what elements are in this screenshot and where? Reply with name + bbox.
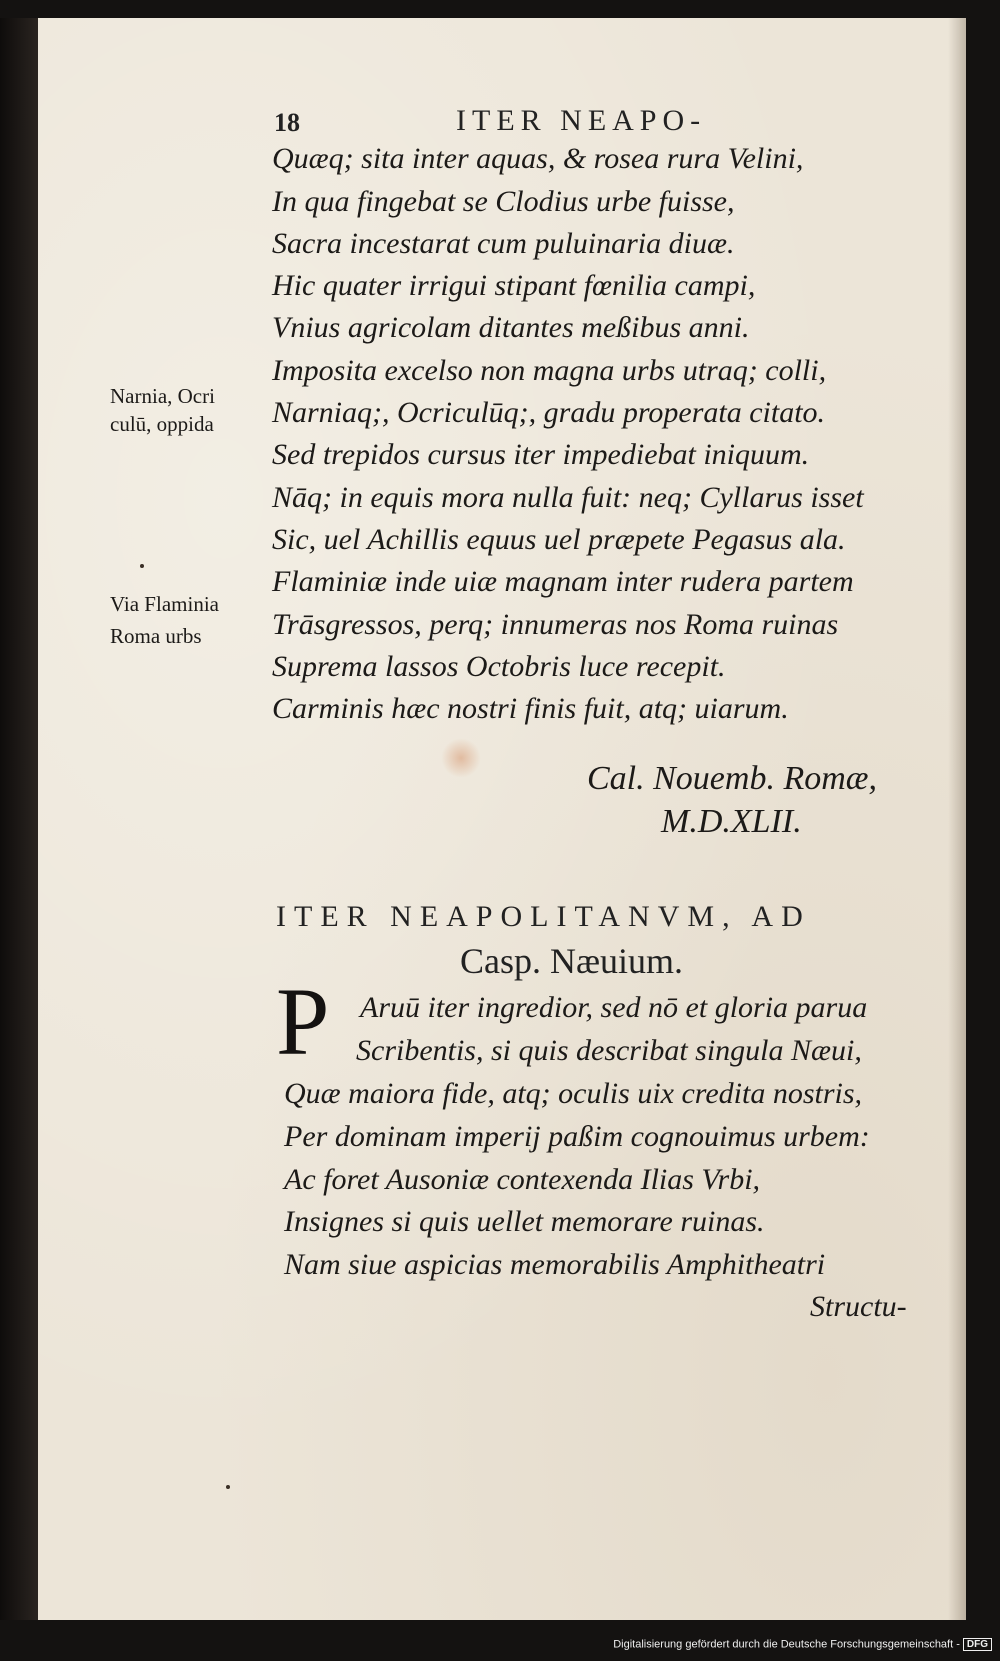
- dfg-logo: DFG: [963, 1638, 992, 1651]
- verse-line: Narniaq;, Ocriculūq;, gradu properata citato.: [272, 396, 826, 429]
- dateline: Cal. Nouemb. Romæ,: [587, 760, 877, 797]
- verse-line: Quæ maiora fide, atq; oculis uix credita nostris,: [284, 1077, 863, 1110]
- digitization-credit: [613, 1638, 992, 1651]
- running-title: ITER NEAPO-: [456, 104, 707, 137]
- margin-note: Narnia, Ocri: [110, 384, 215, 408]
- book-binding: [0, 18, 38, 1620]
- margin-note: Via Flaminia: [110, 592, 219, 616]
- verse-line: Per dominam imperij paßim cognouimus urbem:: [284, 1120, 870, 1153]
- ink-speck: [140, 564, 144, 568]
- section-title: ITER NEAPOLITANVM, AD: [276, 900, 811, 933]
- verse-line: Sed trepidos cursus iter impediebat iniquum.: [272, 438, 810, 471]
- verse-line: Insignes si quis uellet memorare ruinas.: [284, 1205, 765, 1238]
- verse-line: Scribentis, si quis describat singula Næui,: [356, 1034, 862, 1067]
- verse-line: Nam siue aspicias memorabilis Amphitheatri: [284, 1248, 826, 1281]
- verse-line: Trāsgressos, perq; innumeras nos Roma ruinas: [272, 608, 839, 641]
- verse-line: In qua fingebat se Clodius urbe fuisse,: [272, 185, 735, 218]
- verse-line: Sic, uel Achillis equus uel præpete Pegasus ala.: [272, 523, 846, 556]
- page-edge-shadow: [948, 18, 966, 1620]
- credit-text: Digitalisierung gefördert durch die Deutsche Forschungsgemeinschaft -: [613, 1638, 960, 1651]
- verse-line: Aruū iter ingredior, sed nō et gloria parua: [360, 991, 868, 1024]
- verse-line: Carminis hæc nostri finis fuit, atq; uiarum.: [272, 692, 789, 725]
- verse-line: Imposita excelso non magna urbs utraq; colli,: [272, 354, 827, 387]
- verse-line: Flaminiæ inde uiæ magnam inter rudera partem: [272, 565, 854, 598]
- verse-line: Quæq; sita inter aquas, & rosea rura Velini,: [272, 142, 804, 175]
- page-number: 18: [274, 108, 300, 137]
- ink-speck: [226, 1485, 230, 1489]
- verse-line: Hic quater irrigui stipant fœnilia campi,: [272, 269, 756, 302]
- page-stain: [441, 738, 481, 778]
- catchword: Structu-: [810, 1290, 907, 1323]
- verse-line: Suprema lassos Octobris luce recepit.: [272, 650, 726, 683]
- margin-note: culū, oppida: [110, 412, 214, 436]
- drop-cap: P: [276, 968, 330, 1075]
- dateline-year: M.D.XLII.: [661, 803, 802, 840]
- verse-line: Ac foret Ausoniæ contexenda Ilias Vrbi,: [284, 1163, 761, 1196]
- section-subtitle: Casp. Næuium.: [460, 941, 684, 981]
- margin-note: Roma urbs: [110, 624, 202, 648]
- verse-line: Nāq; in equis mora nulla fuit: neq; Cyllarus isset: [272, 481, 864, 514]
- verse-line: Sacra incestarat cum puluinaria diuæ.: [272, 227, 735, 260]
- verse-line: Vnius agricolam ditantes meßibus anni.: [272, 311, 750, 344]
